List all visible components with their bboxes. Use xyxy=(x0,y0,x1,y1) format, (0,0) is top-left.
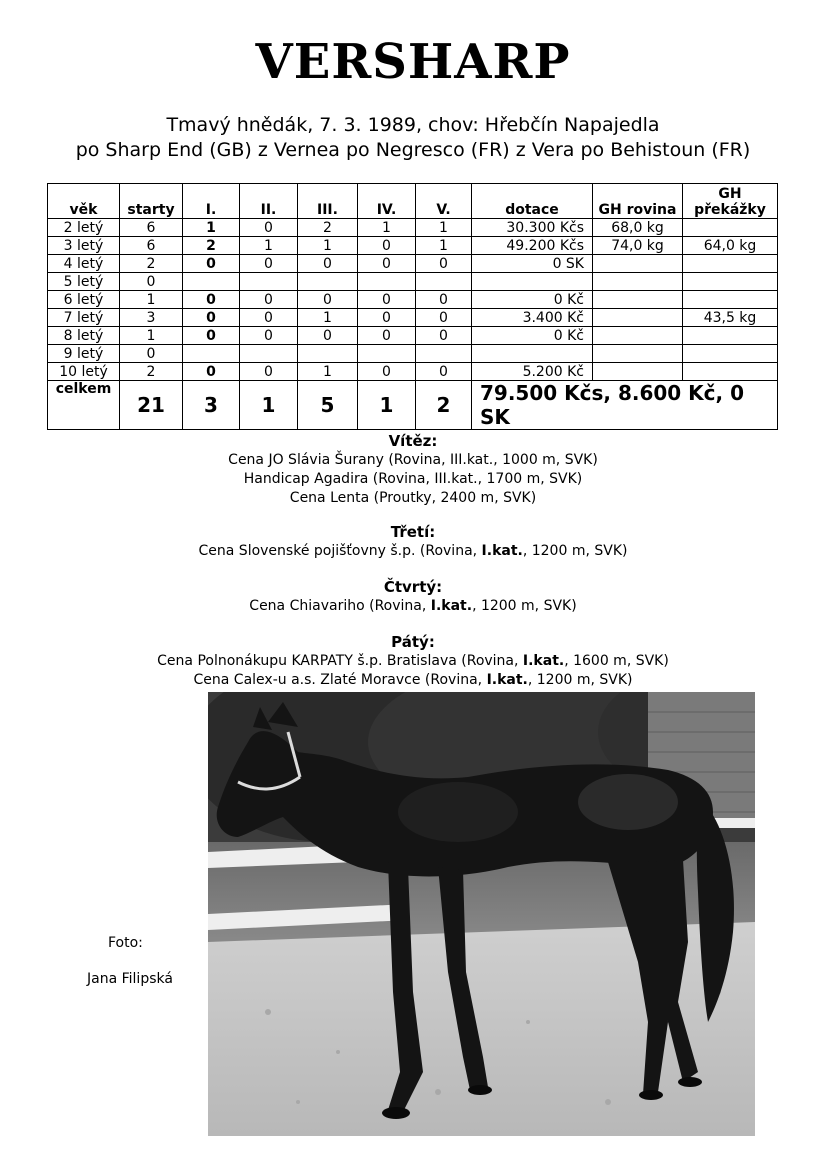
cell-gh-jumps xyxy=(683,255,778,273)
cell-prize-money: 0 Kč xyxy=(472,327,593,345)
cell-age: 2 letý xyxy=(48,219,120,237)
header-first: I. xyxy=(183,184,240,219)
total-third: 5 xyxy=(298,381,358,430)
fourth-race-text-end: , 1200 m, SVK) xyxy=(472,598,577,614)
cell-fourth: 0 xyxy=(358,255,416,273)
header-gh-flat: GH rovina xyxy=(593,184,683,219)
cell-second xyxy=(240,345,298,363)
table-row xyxy=(48,273,778,291)
cell-second: 0 xyxy=(240,363,298,381)
cell-age: 4 letý xyxy=(48,255,120,273)
fourth-section xyxy=(0,578,826,616)
cell-prize-money: 0 SK xyxy=(472,255,593,273)
cell-gh-jumps xyxy=(683,327,778,345)
cell-gh-flat xyxy=(593,273,683,291)
third-heading: Třetí: xyxy=(390,523,436,541)
cell-fourth: 0 xyxy=(358,327,416,345)
fifth-race-1-category: I.kat. xyxy=(522,653,565,669)
cell-third: 1 xyxy=(298,363,358,381)
photo-credit-name: Jana Filipská xyxy=(87,971,173,987)
cell-fifth: 1 xyxy=(416,237,472,255)
cell-third xyxy=(298,273,358,291)
cell-gh-jumps xyxy=(683,363,778,381)
cell-fifth: 0 xyxy=(416,327,472,345)
cell-fifth: 0 xyxy=(416,255,472,273)
cell-fourth: 0 xyxy=(358,363,416,381)
cell-fifth xyxy=(416,273,472,291)
cell-fourth xyxy=(358,273,416,291)
third-race-text-end: , 1200 m, SVK) xyxy=(522,543,628,559)
cell-gh-jumps xyxy=(683,345,778,363)
table-row xyxy=(48,345,778,363)
cell-gh-flat xyxy=(593,345,683,363)
cell-first xyxy=(183,345,240,363)
page-title: VERSHARP xyxy=(255,34,571,90)
cell-second: 1 xyxy=(240,237,298,255)
cell-fourth: 1 xyxy=(358,219,416,237)
cell-fifth: 0 xyxy=(416,363,472,381)
third-section xyxy=(0,523,826,561)
cell-third: 1 xyxy=(298,309,358,327)
cell-third: 0 xyxy=(298,327,358,345)
fifth-race-1-text: Cena Polnonákupu KARPATY š.p. Bratislava (Rovina, xyxy=(157,653,523,669)
header-age: věk xyxy=(48,184,120,219)
table-row xyxy=(48,255,778,273)
cell-gh-jumps xyxy=(683,219,778,237)
winner-section xyxy=(0,432,826,508)
cell-age: 7 letý xyxy=(48,309,120,327)
cell-gh-flat xyxy=(593,309,683,327)
cell-gh-jumps: 64,0 kg xyxy=(683,237,778,255)
total-prize-money: 79.500 Kčs, 8.600 Kč, 0 SK xyxy=(472,381,778,430)
cell-gh-jumps xyxy=(683,291,778,309)
table-row xyxy=(48,363,778,381)
fifth-section xyxy=(0,633,826,690)
cell-age: 5 letý xyxy=(48,273,120,291)
header-second: II. xyxy=(240,184,298,219)
cell-first: 0 xyxy=(183,327,240,345)
total-fourth: 1 xyxy=(358,381,416,430)
total-first: 3 xyxy=(183,381,240,430)
cell-fourth: 0 xyxy=(358,237,416,255)
cell-starts: 2 xyxy=(120,363,183,381)
cell-starts: 0 xyxy=(120,273,183,291)
cell-fourth: 0 xyxy=(358,291,416,309)
cell-fifth: 1 xyxy=(416,219,472,237)
cell-fifth: 0 xyxy=(416,309,472,327)
table-row xyxy=(48,327,778,345)
cell-second: 0 xyxy=(240,255,298,273)
cell-gh-flat: 74,0 kg xyxy=(593,237,683,255)
header-gh-jumps: GH překážky xyxy=(683,184,778,219)
cell-age: 6 letý xyxy=(48,291,120,309)
third-race-category: I.kat. xyxy=(481,543,523,559)
photo-credit-label: Foto: xyxy=(108,935,143,951)
header-fourth: IV. xyxy=(358,184,416,219)
cell-prize-money: 5.200 Kč xyxy=(472,363,593,381)
cell-second xyxy=(240,273,298,291)
table-row xyxy=(48,219,778,237)
table-row xyxy=(48,237,778,255)
cell-third: 0 xyxy=(298,291,358,309)
cell-gh-flat xyxy=(593,327,683,345)
cell-first: 0 xyxy=(183,309,240,327)
cell-fourth: 0 xyxy=(358,309,416,327)
table-header-row xyxy=(48,184,778,219)
cell-gh-flat xyxy=(593,291,683,309)
cell-starts: 2 xyxy=(120,255,183,273)
table-row xyxy=(48,291,778,309)
total-label: celkem xyxy=(48,381,120,430)
fourth-heading: Čtvrtý: xyxy=(383,578,443,596)
cell-starts: 1 xyxy=(120,291,183,309)
cell-fifth: 0 xyxy=(416,291,472,309)
total-fifth: 2 xyxy=(416,381,472,430)
cell-prize-money: 3.400 Kč xyxy=(472,309,593,327)
header-prize-money: dotace xyxy=(472,184,593,219)
table-body xyxy=(48,219,778,381)
cell-third: 1 xyxy=(298,237,358,255)
cell-gh-flat xyxy=(593,363,683,381)
winner-race-2: Handicap Agadira (Rovina, III.kat., 1700 m, SVK) xyxy=(243,471,583,487)
table-row xyxy=(48,309,778,327)
cell-fourth xyxy=(358,345,416,363)
fourth-race-category: I.kat. xyxy=(430,598,473,614)
cell-first: 0 xyxy=(183,291,240,309)
fourth-race-1 xyxy=(0,597,826,616)
cell-gh-flat xyxy=(593,255,683,273)
cell-prize-money xyxy=(472,345,593,363)
total-second: 1 xyxy=(240,381,298,430)
cell-first: 2 xyxy=(183,237,240,255)
horse-photo xyxy=(208,692,755,1136)
cell-starts: 6 xyxy=(120,219,183,237)
cell-age: 3 letý xyxy=(48,237,120,255)
cell-third: 0 xyxy=(298,255,358,273)
fourth-race-text: Cena Chiavariho (Rovina, xyxy=(249,598,431,614)
header-third: III. xyxy=(298,184,358,219)
winner-heading: Vítěz: xyxy=(388,432,438,450)
cell-first: 1 xyxy=(183,219,240,237)
cell-third xyxy=(298,345,358,363)
fifth-heading: Pátý: xyxy=(391,633,435,651)
cell-second: 0 xyxy=(240,327,298,345)
fifth-race-2-text-end: , 1200 m, SVK) xyxy=(527,672,633,688)
cell-fifth xyxy=(416,345,472,363)
cell-prize-money xyxy=(472,273,593,291)
total-starts: 21 xyxy=(120,381,183,430)
cell-prize-money: 0 Kč xyxy=(472,291,593,309)
fifth-race-1 xyxy=(0,652,826,671)
subtitle-horse-info: Tmavý hnědák, 7. 3. 1989, chov: Hřebčín Napajedla xyxy=(166,114,660,136)
horse-photo-image xyxy=(208,692,755,1136)
header-starts: starty xyxy=(120,184,183,219)
third-race-text: Cena Slovenské pojišťovny š.p. (Rovina, xyxy=(198,543,482,559)
cell-first: 0 xyxy=(183,255,240,273)
cell-gh-jumps: 43,5 kg xyxy=(683,309,778,327)
cell-first: 0 xyxy=(183,363,240,381)
subtitle-pedigree: po Sharp End (GB) z Vernea po Negresco (FR) z Vera po Behistoun (FR) xyxy=(75,139,751,161)
cell-starts: 3 xyxy=(120,309,183,327)
winner-race-1: Cena JO Slávia Šurany (Rovina, III.kat., 1000 m, SVK) xyxy=(228,452,598,468)
cell-starts: 0 xyxy=(120,345,183,363)
cell-prize-money: 49.200 Kčs xyxy=(472,237,593,255)
cell-second: 0 xyxy=(240,219,298,237)
cell-gh-jumps xyxy=(683,273,778,291)
cell-age: 8 letý xyxy=(48,327,120,345)
cell-starts: 6 xyxy=(120,237,183,255)
cell-gh-flat: 68,0 kg xyxy=(593,219,683,237)
third-race-1 xyxy=(0,542,826,561)
fifth-race-2-category: I.kat. xyxy=(486,672,528,688)
cell-age: 10 letý xyxy=(48,363,120,381)
cell-first xyxy=(183,273,240,291)
table-total-row xyxy=(48,381,778,430)
cell-third: 2 xyxy=(298,219,358,237)
cell-starts: 1 xyxy=(120,327,183,345)
header-fifth: V. xyxy=(416,184,472,219)
race-statistics-table xyxy=(47,183,778,430)
cell-prize-money: 30.300 Kčs xyxy=(472,219,593,237)
cell-second: 0 xyxy=(240,309,298,327)
fifth-race-1-text-end: , 1600 m, SVK) xyxy=(564,653,669,669)
cell-second: 0 xyxy=(240,291,298,309)
fifth-race-2-text: Cena Calex-u a.s. Zlaté Moravce (Rovina, xyxy=(193,672,487,688)
winner-race-3: Cena Lenta (Proutky, 2400 m, SVK) xyxy=(289,490,537,506)
cell-age: 9 letý xyxy=(48,345,120,363)
fifth-race-2 xyxy=(0,671,826,690)
